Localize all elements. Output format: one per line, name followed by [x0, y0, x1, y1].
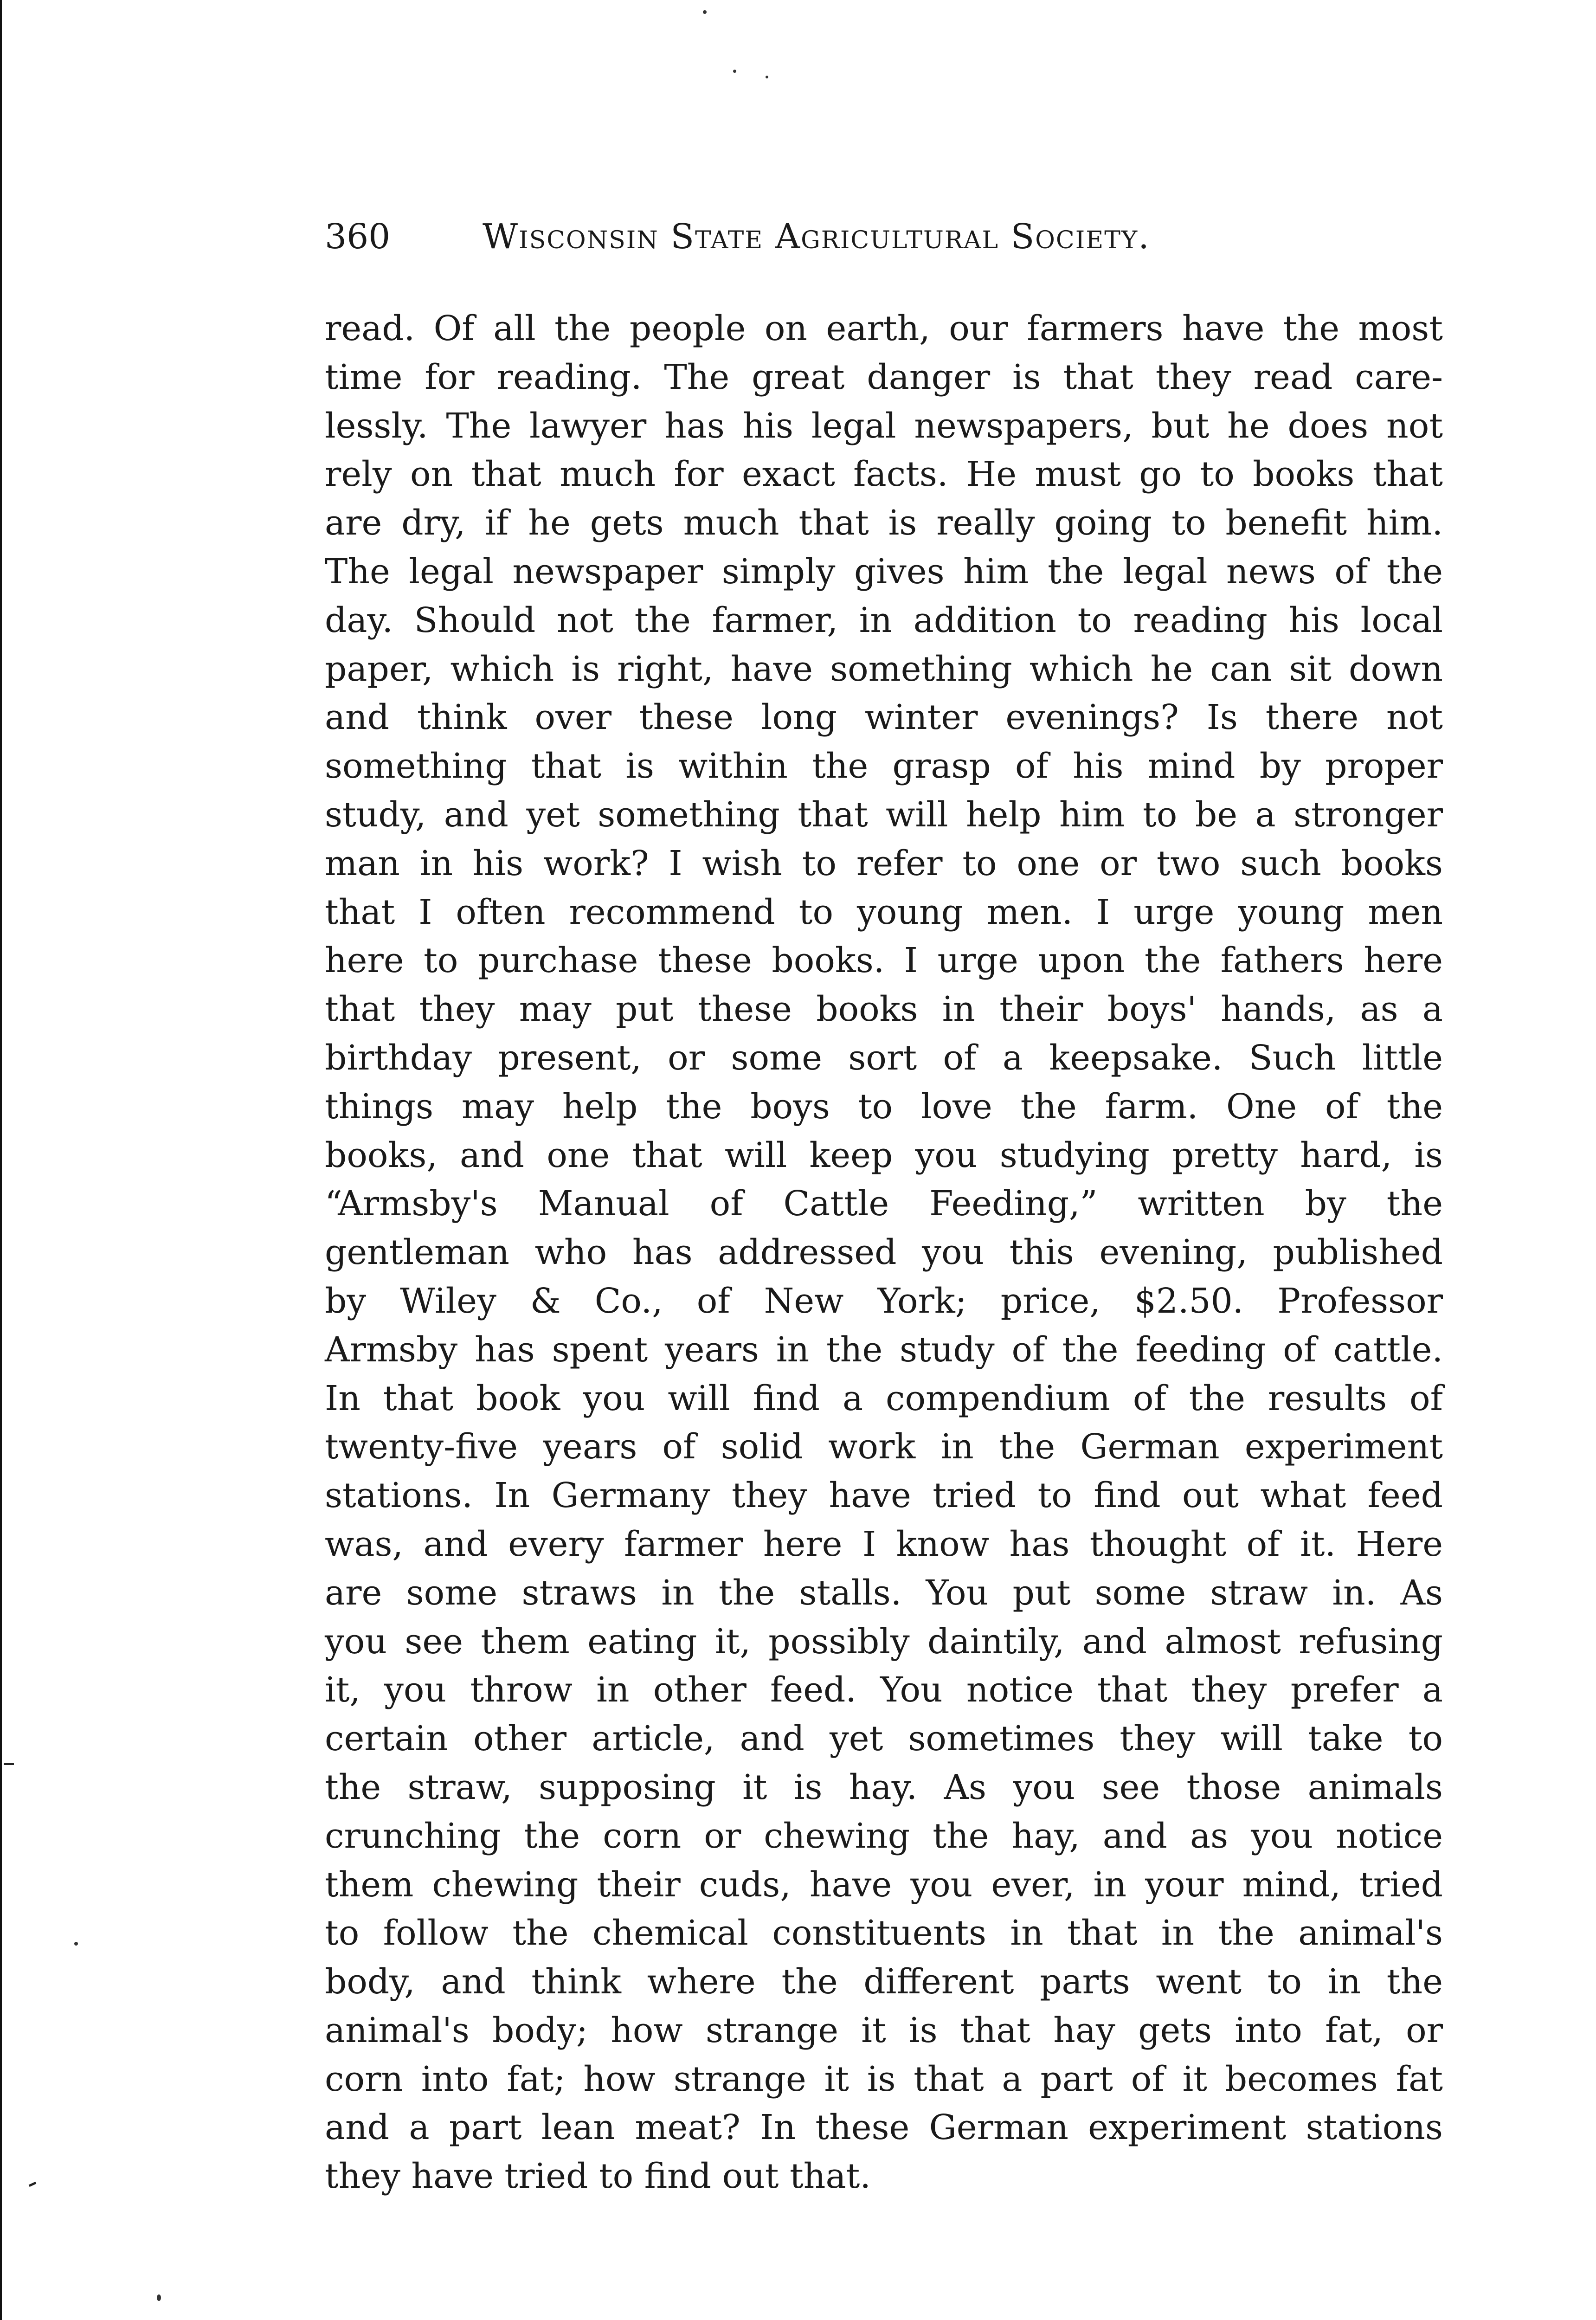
text-line: they have tried to find out that. — [325, 2156, 871, 2197]
text-line: rely on that much for exact facts. He must go to books that — [325, 454, 1443, 495]
text-line: here to purchase these books. I urge upon the fathers here — [325, 941, 1443, 981]
text-line: Armsby has spent years in the study of the feeding of cattle. — [325, 1329, 1443, 1370]
text-line: them chewing their cuds, have you ever, in your mind, tried — [325, 1864, 1443, 1905]
text-line: to follow the chemical constituents in that in the animal's — [325, 1913, 1443, 1953]
page-number: 360 — [325, 217, 391, 257]
text-line: In that book you will find a compendium of the results of — [325, 1378, 1443, 1418]
text-line: corn into fat; how strange it is that a part of it becomes fat — [325, 2059, 1443, 2099]
text-line: time for reading. The great danger is that they read care- — [325, 357, 1443, 397]
running-title: Wisconsin State Agricultural Society. — [483, 217, 1150, 257]
scan-speck — [703, 10, 707, 14]
text-line: something that is within the grasp of his mind by proper — [325, 746, 1443, 786]
body-text — [325, 304, 1443, 2201]
text-line: body, and think where the different parts went to in the — [325, 1962, 1443, 2002]
text-line: man in his work? I wish to refer to one or two such books — [325, 843, 1443, 883]
text-line: are some straws in the stalls. You put some straw in. As — [325, 1572, 1443, 1613]
scan-mark — [29, 2182, 37, 2187]
text-line: and think over these long winter evenings? Is there not — [325, 697, 1443, 738]
text-line: things may help the boys to love the farm. One of the — [325, 1086, 1443, 1127]
scan-speck — [74, 1942, 78, 1946]
scanned-page-left-edge — [0, 0, 2, 2320]
text-line: crunching the corn or chewing the hay, and as you notice — [325, 1816, 1443, 1856]
text-line: read. Of all the people on earth, our farmers have the most — [325, 309, 1443, 348]
running-header — [325, 211, 1290, 262]
scan-speck — [157, 2294, 161, 2301]
text-line: lessly. The lawyer has his legal newspapers, but he does not — [325, 406, 1443, 446]
text-line: study, and yet something that will help him to be a stronger — [325, 794, 1443, 835]
text-line: paper, which is right, have something which he can sit down — [325, 649, 1443, 689]
text-line: it, you throw in other feed. You notice that they prefer a — [325, 1670, 1443, 1710]
text-line: are dry, if he gets much that is really going to benefit him. — [325, 503, 1443, 543]
text-line: “Armsby's Manual of Cattle Feeding,” written by the — [325, 1184, 1443, 1224]
text-line: books, and one that will keep you studying pretty hard, is — [325, 1135, 1443, 1175]
scan-mark — [4, 1763, 14, 1765]
scan-speck — [733, 70, 736, 73]
text-line: and a part lean meat? In these German experiment stations — [325, 2107, 1443, 2148]
text-line: was, and every farmer here I know has thought of it. Here — [325, 1524, 1443, 1564]
text-line: certain other article, and yet sometimes they will take to — [325, 1719, 1443, 1759]
text-line: gentleman who has addressed you this evening, published — [325, 1232, 1443, 1273]
text-line: that they may put these books in their boys' hands, as a — [325, 989, 1443, 1030]
text-line: the straw, supposing it is hay. As you see those animals — [325, 1767, 1443, 1807]
text-line: animal's body; how strange it is that hay gets into fat, or — [325, 2010, 1443, 2050]
text-line: twenty-five years of solid work in the German experiment — [325, 1427, 1443, 1467]
text-line: by Wiley & Co., of New York; price, $2.50. Professor — [325, 1281, 1443, 1321]
text-line: birthday present, or some sort of a keepsake. Such little — [325, 1038, 1443, 1078]
scan-speck — [766, 76, 768, 78]
text-line: that I often recommend to young men. I urge young men — [325, 892, 1443, 932]
text-line: stations. In Germany they have tried to find out what feed — [325, 1476, 1443, 1516]
text-line: The legal newspaper simply gives him the legal news of the — [325, 551, 1443, 592]
text-line: day. Should not the farmer, in addition to reading his local — [325, 600, 1443, 640]
text-line: you see them eating it, possibly daintily, and almost refusing — [325, 1621, 1443, 1662]
